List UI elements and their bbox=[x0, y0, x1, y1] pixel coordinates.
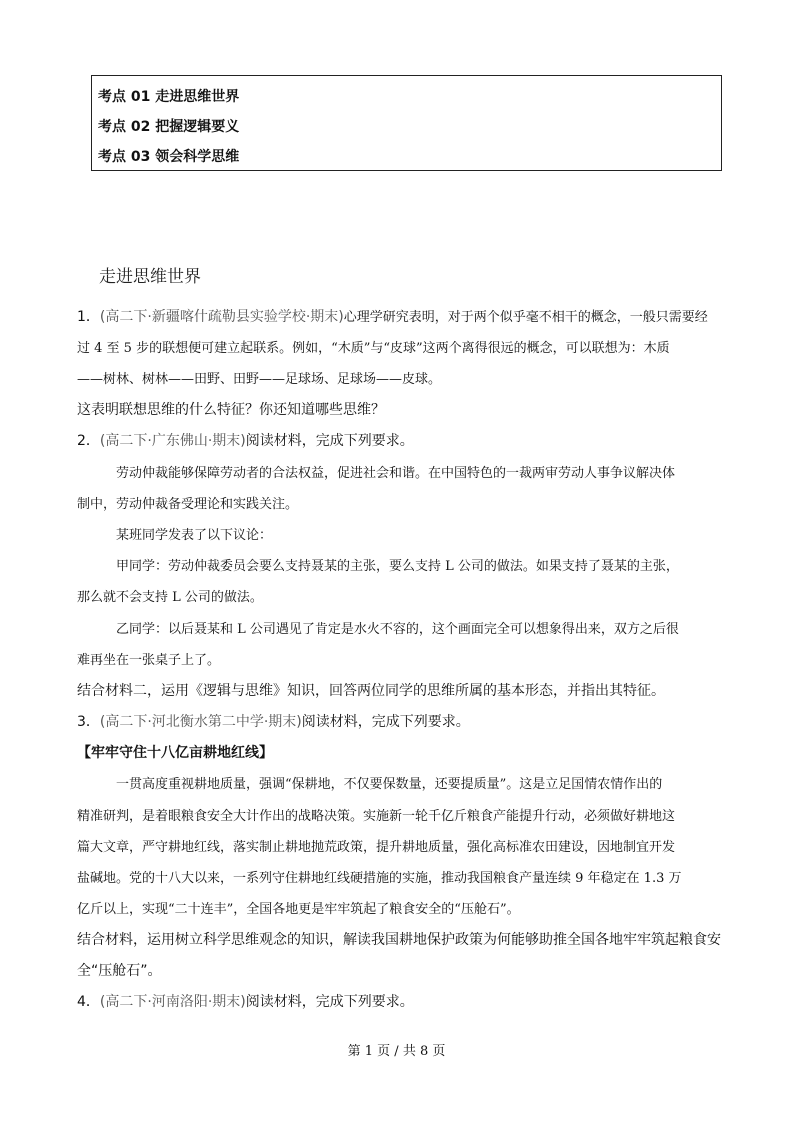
q4-source: (高二下·河南洛阳·期末) bbox=[99, 994, 246, 1010]
q3-text-2: 精准研判，是着眼粮食安全大计作出的战略决策。实施新一轮千亿斤粮食产能提升行动，必须做好耕地这 bbox=[77, 809, 676, 824]
q2-text-4: 甲同学：劳动仲裁委员会要么支持聂某的主张，要么支持 L 公司的做法。如果支持了聂某的主张， bbox=[116, 559, 679, 574]
q3-first-line bbox=[77, 711, 470, 731]
q2-text-1: 劳动仲裁能够保障劳动者的合法权益，促进社会和谐。在中国特色的一裁两审劳动人事争议解决体 bbox=[116, 466, 676, 481]
q2-text-2: 制中，劳动仲裁备受理论和实践关注。 bbox=[77, 497, 299, 512]
q1-number: 1． bbox=[77, 309, 100, 325]
q1-first-line bbox=[77, 306, 708, 326]
q1-text-2: 过 4 至 5 步的联想便可建立起联系。例如，“木质”与“皮球”这两个离得很远的概念，可以联想为：木质 bbox=[77, 341, 670, 356]
q2-text-3: 某班同学发表了以下议论： bbox=[116, 528, 273, 543]
q2-source: (高二下·广东佛山·期末) bbox=[99, 433, 246, 449]
q3-number: 3． bbox=[77, 714, 100, 730]
kaodian-item-3: 考点 03 领会科学思维 bbox=[98, 149, 240, 165]
q2-intro: 阅读材料，完成下列要求。 bbox=[245, 433, 414, 449]
page-footer: 第 1 页 / 共 8 页 bbox=[347, 1044, 446, 1059]
q1-text-3: ——树林、树林——田野、田野——足球场、足球场——皮球。 bbox=[77, 372, 442, 387]
q3-intro: 阅读材料，完成下列要求。 bbox=[301, 714, 470, 730]
q3-source: (高二下·河北衡水第二中学·期末) bbox=[99, 714, 302, 730]
q3-heading: 【牢牢守住十八亿亩耕地红线】 bbox=[77, 745, 273, 761]
q4-intro: 阅读材料，完成下列要求。 bbox=[245, 994, 414, 1010]
q2-text-6: 乙同学：以后聂某和 L 公司遇见了肯定是水火不容的，这个画面完全可以想象得出来，双方之后很 bbox=[116, 622, 679, 637]
q1-question: 这表明联想思维的什么特征？你还知道哪些思维？ bbox=[77, 402, 385, 418]
q2-text-5: 那么就不会支持 L 公司的做法。 bbox=[77, 590, 263, 605]
q2-text-7: 难再坐在一张桌子上了。 bbox=[77, 653, 221, 668]
q3-text-1: 一贯高度重视耕地质量，强调“保耕地，不仅要保数量，还要提质量”。这是立足国情农情作出的 bbox=[116, 777, 663, 792]
q4-number: 4． bbox=[77, 994, 100, 1010]
q2-number: 2． bbox=[77, 433, 100, 449]
kaodian-item-2: 考点 02 把握逻辑要义 bbox=[98, 119, 240, 135]
section-title: 走进思维世界 bbox=[99, 267, 201, 287]
q4-first-line bbox=[77, 991, 414, 1011]
q3-text-5: 亿斤以上，实现“二十连丰”，全国各地更是牢牢筑起了粮食安全的“压舱石”。 bbox=[77, 902, 520, 917]
kaodian-item-1: 考点 01 走进思维世界 bbox=[98, 89, 240, 105]
q3-text-4: 盐碱地。党的十八大以来，一系列守住耕地红线硬措施的实施，推动我国粮食产量连续 9 年稳定在 1.3 万 bbox=[77, 871, 682, 886]
q3-question-2: 全“压舱石”。 bbox=[77, 963, 162, 979]
q1-text-1: 心理学研究表明，对于两个似乎毫不相干的概念，一般只需要经 bbox=[343, 310, 708, 325]
q2-first-line bbox=[77, 430, 414, 450]
q3-text-3: 篇大文章，严守耕地红线，落实制止耕地抛荒政策，提升耕地质量，强化高标准农田建设，因地制宜开发 bbox=[77, 840, 676, 855]
q1-source: (高二下·新疆喀什疏勒县实验学校·期末) bbox=[99, 309, 344, 325]
q3-question-1: 结合材料，运用树立科学思维观念的知识，解读我国耕地保护政策为何能够助推全国各地牢牢筑起粮食安 bbox=[77, 932, 721, 948]
q2-question: 结合材料二，运用《逻辑与思维》知识，回答两位同学的思维所属的基本形态，并指出其特征。 bbox=[77, 683, 665, 699]
kaodian-box bbox=[91, 75, 722, 171]
